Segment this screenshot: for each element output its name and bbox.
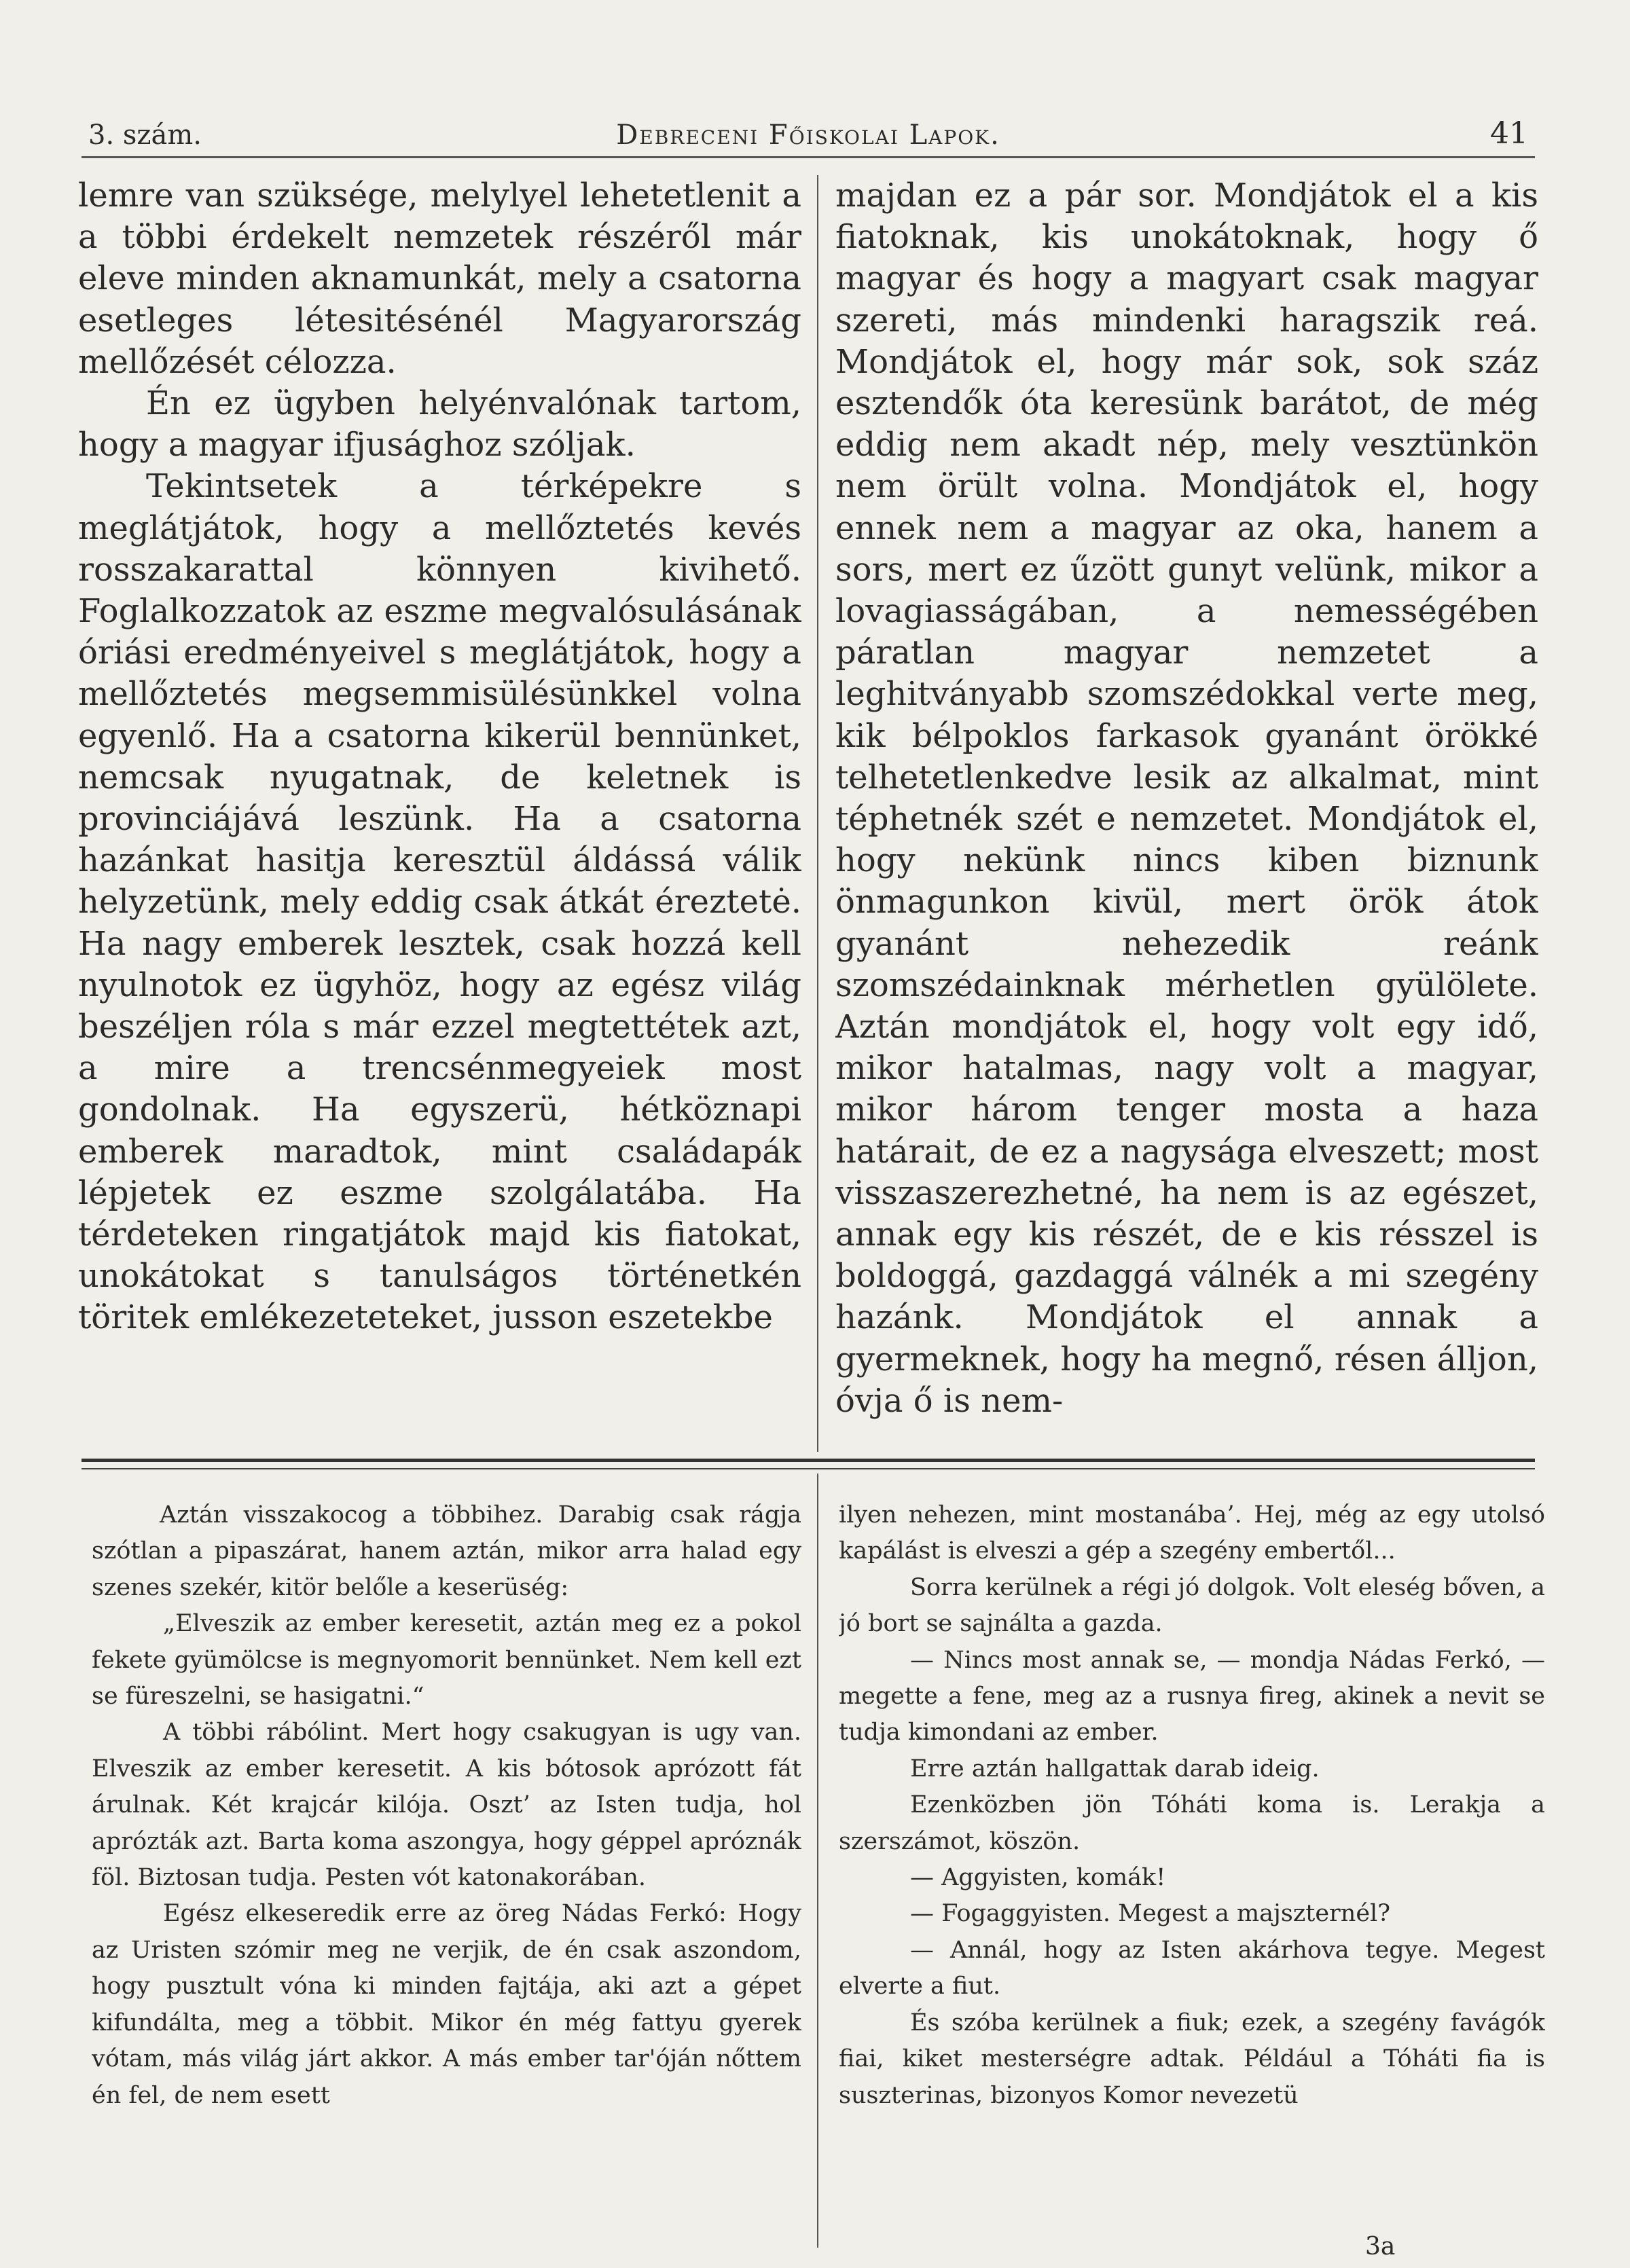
paragraph: És szóba kerülnek a fiuk; ezek, a szegény favágók fiai, kiket mesterségre adtak. Például a Tóháti fia is suszterinas, bizonyos Komor nevezetü bbox=[839, 2009, 1545, 2109]
paragraph: Egész elkeseredik erre az öreg Nádas Ferkó: Hogy az Uristen szómir meg ne verjik, de én csak aszondom, hogy pusztult vóna ki minden fajtája, aki azt a gépet kifundálta, meg a többit. Mikor én még fattyu gyerek vótam, más világ járt akkor. A más ember tar'óján nőttem én fel, de nem esett bbox=[92, 1900, 801, 2109]
paragraph: Tekintsetek a térképekre s meglátjátok, hogy a mellőztetés kevés rosszakarattal könnyen kivihető. Foglalkozzatok az eszme megvalósulásának óriási eredményeivel s meglátjátok, hogy a mellőztetés megsemmisülésünkkel volna egyenlő. Ha a csatorna kikerül bennünket, nemcsak nyugatnak, de keletnek is provinciájává leszünk. Ha a csatorna hazánkat hasitja keresztül áldássá válik helyzetünk, mely eddig csak átkát éreztetė. Ha nagy emberek lesztek, csak hozzá kell nyulnotok ez ügyhöz, hogy az egész világ beszéljen róla s már ezzel megtettétek azt, a mire a trencsénmegyeiek most gondolnak. Ha egyszerü, hétköznapi emberek maradtok, mint családapák lépjetek ez eszme szolgálatába. Ha térdeteken ringatjátok majd kis fiatokat, unokátokat s tanulságos történetkén töritek emlékezeteteket, jusson eszetekbe bbox=[78, 467, 801, 1337]
paragraph: majdan ez a pár sor. Mondjátok el a kis fiatoknak, kis unokátoknak, hogy ő magyar és hogy a magyart csak magyar szereti, más mindenki haragszik reá. Mondjátok el, hogy már sok, sok száz esztendők óta keresünk barátot, de még eddig nem akadt nép, mely vesztünkön nem örült volna. Mondjátok el, hogy ennek nem a magyar az oka, hanem a sors, mert ez űzött gunyt velünk, mikor a lovagiasságában, a nemességében páratlan magyar nemzetet a leghitványabb szomszédokkal verte meg, kik bélpoklos farkasok gyanánt örökké telhetetlenkedve lesik az alkalmat, mint téphetnék szét e nemzetet. Mondjátok el, hogy nekünk nincs kiben biznunk önmagunkon kivül, mert örök átok gyanánt nehezedik reánk szomszédainknak mérhetlen gyülölete. Aztán mondjátok el, hogy volt egy idő, mikor hatalmas, nagy volt a magyar, mikor három tenger mosta a haza határait, de ez a nagysága elveszett; most visszaszerezhetné, ha nem is az egészet, annak egy kis részét, de e kis résszel is boldoggá, gazdaggá válnék a mi szegény hazánk. Mondjátok el annak a gyermeknek, hogy ha megnő, résen álljon, óvja ő is nem- bbox=[835, 177, 1538, 1420]
column-divider bbox=[817, 175, 818, 1452]
paragraph: Ezenközben jön Tóháti koma is. Lerakja a szerszámot, köszön. bbox=[839, 1791, 1545, 1855]
paragraph: — Aggyisten, komák! bbox=[910, 1864, 1166, 1892]
paragraph: Aztán visszakocog a többihez. Darabig csak rágja szótlan a pipaszárat, hanem aztán, mikor arra halad egy szenes szekér, kitör belőle a keserüség: bbox=[92, 1501, 801, 1601]
paragraph: Erre aztán hallgattak darab ideig. bbox=[910, 1755, 1320, 1782]
column-divider bbox=[817, 1474, 818, 2248]
page-number: 41 bbox=[1490, 116, 1528, 151]
journal-title: Debreceni Főiskolai Lapok. bbox=[616, 120, 1000, 151]
page-header bbox=[82, 102, 1535, 158]
paragraph: „Elveszik az ember keresetit, aztán meg ez a pokol fekete gyümölcse is megnyomorit bennünket. Nem kell ezt se füreszelni, se hasigatni.“ bbox=[92, 1610, 801, 1711]
paragraph: ilyen nehezen, mint mostanába’. Hej, még az egy utolsó kapálást is elveszi a gép a szegény embertől... bbox=[839, 1501, 1545, 1565]
upper-right-column bbox=[835, 175, 1538, 1425]
paragraph: lemre van szüksége, melylyel lehetetlenit a a többi érdekelt nemzetek részéről már eleve minden aknamunkát, mely a csatorna esetleges létesitésénél Magyarország mellőzését célozza. bbox=[78, 177, 801, 381]
printer-signature: 3a bbox=[1365, 2233, 1396, 2261]
section-divider bbox=[82, 1459, 1535, 1469]
paragraph: A többi rábólint. Mert hogy csakugyan is ugy van. Elveszik az ember keresetit. A kis bótosok aprózott fát árulnak. Két krajcár kilója. Oszt’ az Isten tudja, hol aprózták azt. Barta koma aszongya, hogy géppel apróznák föl. Biztosan tudja. Pesten vót katonakorában. bbox=[92, 1719, 801, 1892]
lower-left-column bbox=[92, 1497, 801, 2244]
paragraph: Én ez ügyben helyénvalónak tartom, hogy a magyar ifjusághoz szóljak. bbox=[78, 384, 801, 464]
paragraph: — Nincs most annak se, — mondja Nádas Ferkó, — megette a fene, meg az a rusnya fireg, akinek a nevit se tudja kimondani az ember. bbox=[839, 1646, 1545, 1746]
paragraph: Sorra kerülnek a régi jó dolgok. Volt eleség bőven, a jó bort se sajnálta a gazda. bbox=[839, 1573, 1545, 1638]
lower-right-column bbox=[839, 1497, 1545, 2244]
issue-number: 3. szám. bbox=[88, 120, 202, 151]
upper-left-column bbox=[78, 175, 801, 1425]
paragraph: — Fogaggyisten. Megest a majszternél? bbox=[910, 1900, 1390, 1928]
paragraph: — Annál, hogy az Isten akárhova tegye. Megest elverte a fiut. bbox=[839, 1936, 1545, 2000]
